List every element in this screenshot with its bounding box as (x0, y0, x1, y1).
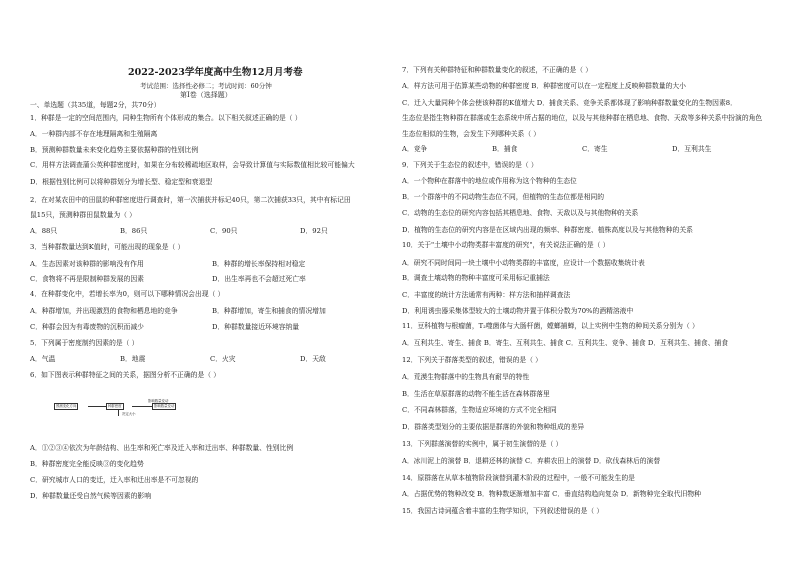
diagram-box-change: 影响数量变动 (154, 404, 175, 408)
question-line: B．种群密度完全能反映③的变化趋势 (30, 460, 144, 468)
question-line: B．调查土壤动物的物种丰富度可采用标记重捕法 (402, 274, 550, 282)
answer-option: B．86只 (120, 227, 148, 235)
diagram-label-decide: 决定大小 (122, 412, 136, 416)
answer-option: D．互利共生 (672, 145, 712, 153)
exam-title: 2022-2023学年度高中生物12月月考卷 (128, 67, 303, 78)
diagram-arrow (118, 409, 119, 416)
answer-option: A．气温 (30, 355, 56, 363)
question-line: 11．豆科植物与根瘤菌，T₂噬菌体与大肠杆菌，螳螂捕蝉，以上实例中生物的种间关系分别为（ ） (402, 322, 699, 330)
question-line: 15．我国古诗词蕴含着丰富的生物学知识，下列叙述错误的是（ ） (402, 507, 604, 515)
question-line: C．丰富度的统计方法通常有两种：样方法和抽样调查法 (402, 291, 571, 299)
question-line: 10．关于"土壤中小动物类群丰富度的研究"，有关说法正确的是（ ） (402, 241, 610, 249)
question-line: 2．在对某农田中的田鼠的种群密度进行调查时，第一次捕获并标记40只，第二次捕获33只，其中有标记田 (30, 196, 351, 204)
question-line: 4．在种群变化中，若增长率为0，则可以下哪种情况会出现（ ） (30, 290, 225, 298)
answer-option: D．天敌 (300, 355, 326, 363)
question-line: D．根据性别比例可以将种群划分为增长型、稳定型和衰退型 (30, 178, 213, 186)
question-line: A．①②③④依次为年龄结构、出生率和死亡率及迁入率和迁出率、种群数量、性别比例 (30, 444, 294, 452)
diagram-box-predict: 预测变化方向 (56, 404, 77, 408)
question-line: 鼠15只，预测种群田鼠数量为（ ） (30, 211, 136, 219)
question-line: A．一种群内部不存在地理隔离和生殖隔离 (30, 130, 158, 138)
question-line: 14．原群落在从草本植物阶段演替到灌木阶段的过程中，一般不可能发生的是 (402, 474, 635, 482)
answer-option: B．地震 (120, 355, 146, 363)
answer-option: C．火灾 (210, 355, 236, 363)
answer-option: C．寄生 (582, 145, 608, 153)
question-line: A．荒漠生物群落中的生物具有耐旱的特性 (402, 373, 530, 381)
question-line: 生态位相似的生物，会发生下列哪种关系（ ） (402, 130, 541, 138)
question-line: A．互利共生、寄生、捕食 B．寄生、互利共生、捕食 C．互利共生、竞争、捕食 D．互利共生、捕食、捕食 (402, 339, 729, 347)
answer-option: C．种群会因为有毒废物的沉积而减少 (30, 323, 144, 331)
diagram-arrow (88, 406, 106, 407)
question-line: D．种群数量还受自然气候等因素的影响 (30, 492, 151, 500)
question-line: B．预测种群数量未来变化趋势主要依据种群的性别比例 (30, 146, 199, 154)
answer-option: B．种群的增长率保持相对稳定 (212, 260, 306, 268)
answer-option: C．食物将不再是限制种群发展的因素 (30, 275, 144, 283)
question-line: 生态位是指生物种群在群落或生态系统中所占据的地位，以及与其他种群在栖息地、食物、天敌等多种关系中扮演的角色 (402, 114, 763, 122)
question-line: C．不同森林群落，生物适应环境的方式不完全相同 (402, 406, 557, 414)
answer-option: A．种群增加，并出现激烈的食物和栖息地的竞争 (30, 307, 178, 315)
question-line: C．迁入大量同种个体会使该种群的K值增大 D．捕食关系、竞争关系都体现了影响种群数量变化的生物因素8． (402, 99, 737, 107)
question-line: 6．如下图表示种群特征之间的关系，据图分析不正确的是（ ） (30, 371, 220, 379)
question-line: 7．下列有关种群特征和种群数量变化的叙述，不正确的是（ ） (402, 66, 592, 74)
question-line: D．群落类型划分的主要依据是群落的外貌和物种组成的差异 (402, 423, 585, 431)
question-line: 9．下列关于生态位的叙述中，错误的是（ ） (402, 161, 538, 169)
question-line: C．用样方法调查蒲公英种群密度时，如果在分布较稀疏地区取样，会导致计算值与实际数值相比较可能偏大 (30, 161, 355, 169)
exam-info: 考试范围：选择性必修二；考试时间：60分钟 (140, 82, 272, 90)
population-feature-diagram (48, 397, 238, 419)
part-title: 第Ⅰ卷（选择题） (180, 91, 232, 99)
question-line: B．一个群落中的不同动物生态位不同，但植物的生态位都是相同的 (402, 193, 605, 201)
question-line: B．生活在草原群落的动物不能生活在森林群落里 (402, 390, 550, 398)
answer-option: D．92只 (300, 227, 328, 235)
question-line: A．一个物种在群落中的地位或作用称为这个物种的生态位 (402, 177, 577, 185)
answer-option: D．出生率再也不会超过死亡率 (212, 275, 306, 283)
question-line: 1．种群是一定的空间范围内，同种生物所有个体形成的集合。以下相关叙述正确的是（ ） (30, 114, 302, 122)
answer-option: D．种群数量接近环境容纳量 (212, 323, 300, 331)
question-line: C．动物的生态位的研究内容包括其栖息地、食物、天敌以及与其他物种的关系 (402, 209, 639, 217)
answer-option: B．捕食 (492, 145, 518, 153)
question-line: A．样方法可用于估算某些动物的种群密度 B．种群密度可以在一定程度上反映种群数量的大小 (402, 82, 686, 90)
answer-option: A．88只 (30, 227, 58, 235)
question-line: A．占据优势的物种改变 B．物种数逐渐增加丰富 C．垂直结构趋向复杂 D．新物种完全取代旧物种 (402, 490, 701, 498)
question-line: D．利用诱虫器采集体型较大的土壤动物并置于体积分数为70%的酒精溶液中 (402, 307, 634, 315)
question-line: 13．下列群落演替的实例中，属于初生演替的是（ ） (402, 440, 563, 448)
answer-option: A．生态因素对该种群的影响没有作用 (30, 260, 144, 268)
question-line: C．研究城市人口的变迁，迁入率和迁出率是不可忽视的 (30, 476, 199, 484)
diagram-label-affect: 影响数量变动 (148, 399, 169, 403)
answer-option: A．竞争 (402, 145, 428, 153)
question-line: D．植物的生态位的研究内容是在区域内出现的频率、种群密度、植株高度以及与其他物种的关系 (402, 226, 693, 234)
question-line: 5．下列属于密度制约因素的是（ ） (30, 339, 139, 347)
answer-option: C．90只 (210, 227, 238, 235)
question-line: 12．下列关于群落类型的叙述，错误的是（ ） (402, 356, 542, 364)
diagram-box-density: 种群密度 (108, 404, 122, 408)
question-line: A．研究不同时间同一块土壤中小动物类群的丰富度，应设计一个数据收集统计表 (402, 259, 645, 267)
answer-option: B．种群增加，寄生和捕食的情况增加 (212, 307, 326, 315)
question-line: 3．当种群数量达到K值时，可能出现的现象是（ ） (30, 243, 185, 251)
question-line: A．冰川泥上的演替 B．退耕还林的演替 C．弃耕农田上的演替 D．砍伐森林后的演替 (402, 457, 661, 465)
diagram-arrow (132, 406, 152, 407)
section-title: 一、单选题（共35道，每题2分，共70分） (30, 101, 161, 109)
